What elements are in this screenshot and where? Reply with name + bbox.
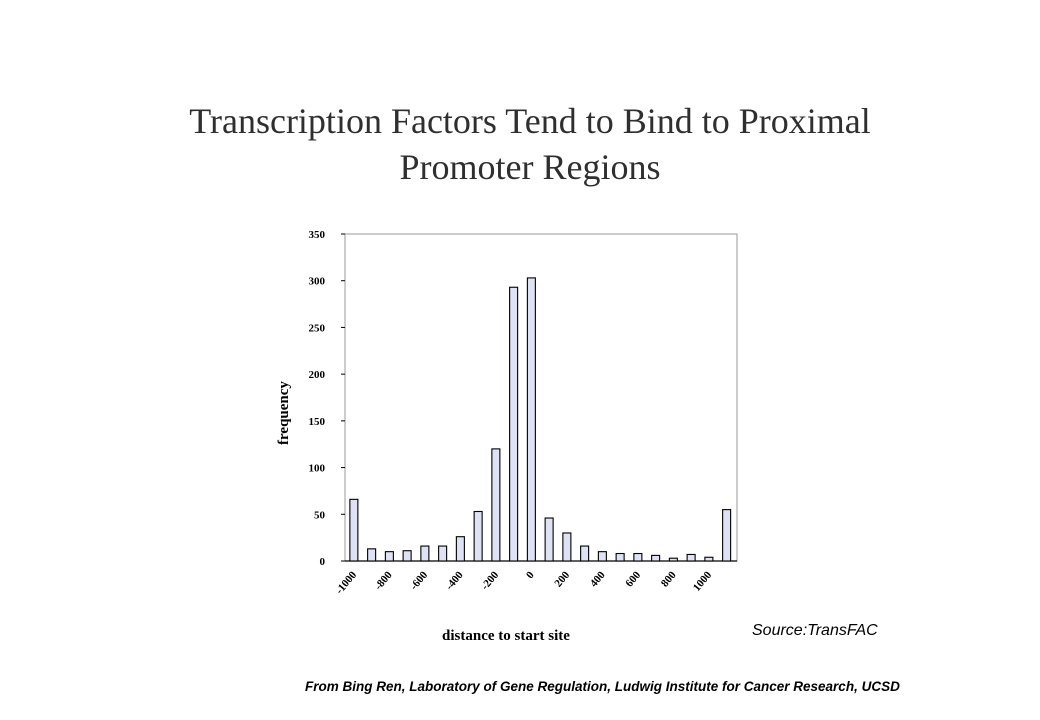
slide-title-line-2: Promoter Regions (399, 147, 661, 187)
x-tick-label: 400 (587, 569, 608, 590)
x-tick-label: -800 (372, 569, 395, 593)
bar (687, 554, 695, 561)
bar (652, 555, 660, 561)
y-tick-label: 100 (308, 462, 325, 475)
bar (527, 278, 535, 561)
bar (669, 558, 677, 561)
x-tick-label: 600 (623, 569, 644, 590)
bar (563, 533, 571, 561)
bar (368, 549, 376, 561)
y-tick-label: 150 (308, 415, 325, 428)
credit-line: From Bing Ren, Laboratory of Gene Regulation, Ludwig Institute for Cancer Research, UCSD (305, 679, 900, 694)
x-tick-label: -1000 (333, 569, 360, 597)
y-tick-label: 200 (308, 369, 325, 382)
source-note: Source:TransFAC (752, 622, 878, 639)
bar (634, 554, 642, 561)
plot-area-frame (345, 234, 737, 561)
x-tick-label: -200 (479, 569, 502, 593)
bar (705, 557, 713, 561)
x-tick-label: 800 (658, 569, 679, 590)
x-tick-label: 0 (523, 569, 537, 582)
x-axis-title: distance to start site (442, 628, 570, 644)
bar (350, 499, 358, 561)
x-tick-label: -400 (443, 569, 466, 593)
y-tick-label: 350 (308, 229, 325, 241)
bar (421, 546, 429, 561)
bar (403, 551, 411, 561)
x-tick-label: 1000 (690, 569, 715, 594)
bar (598, 552, 606, 561)
y-axis-title: frequency (276, 381, 292, 445)
x-tick-label: -600 (408, 569, 431, 593)
bar (545, 518, 553, 561)
slide-title-line-1: Transcription Factors Tend to Bind to Proximal (189, 101, 871, 141)
y-tick-label: 0 (319, 556, 325, 568)
bar (439, 546, 447, 561)
bar (456, 537, 464, 561)
x-tick-label: 200 (552, 569, 573, 590)
y-tick-label: 300 (308, 275, 325, 288)
bar (581, 546, 589, 561)
bar (385, 552, 393, 561)
bar (492, 449, 500, 561)
y-tick-label: 250 (308, 322, 325, 335)
bar (723, 510, 731, 561)
bar (616, 554, 624, 561)
bar (510, 287, 518, 561)
bar (474, 511, 482, 561)
y-tick-label: 50 (314, 509, 325, 522)
